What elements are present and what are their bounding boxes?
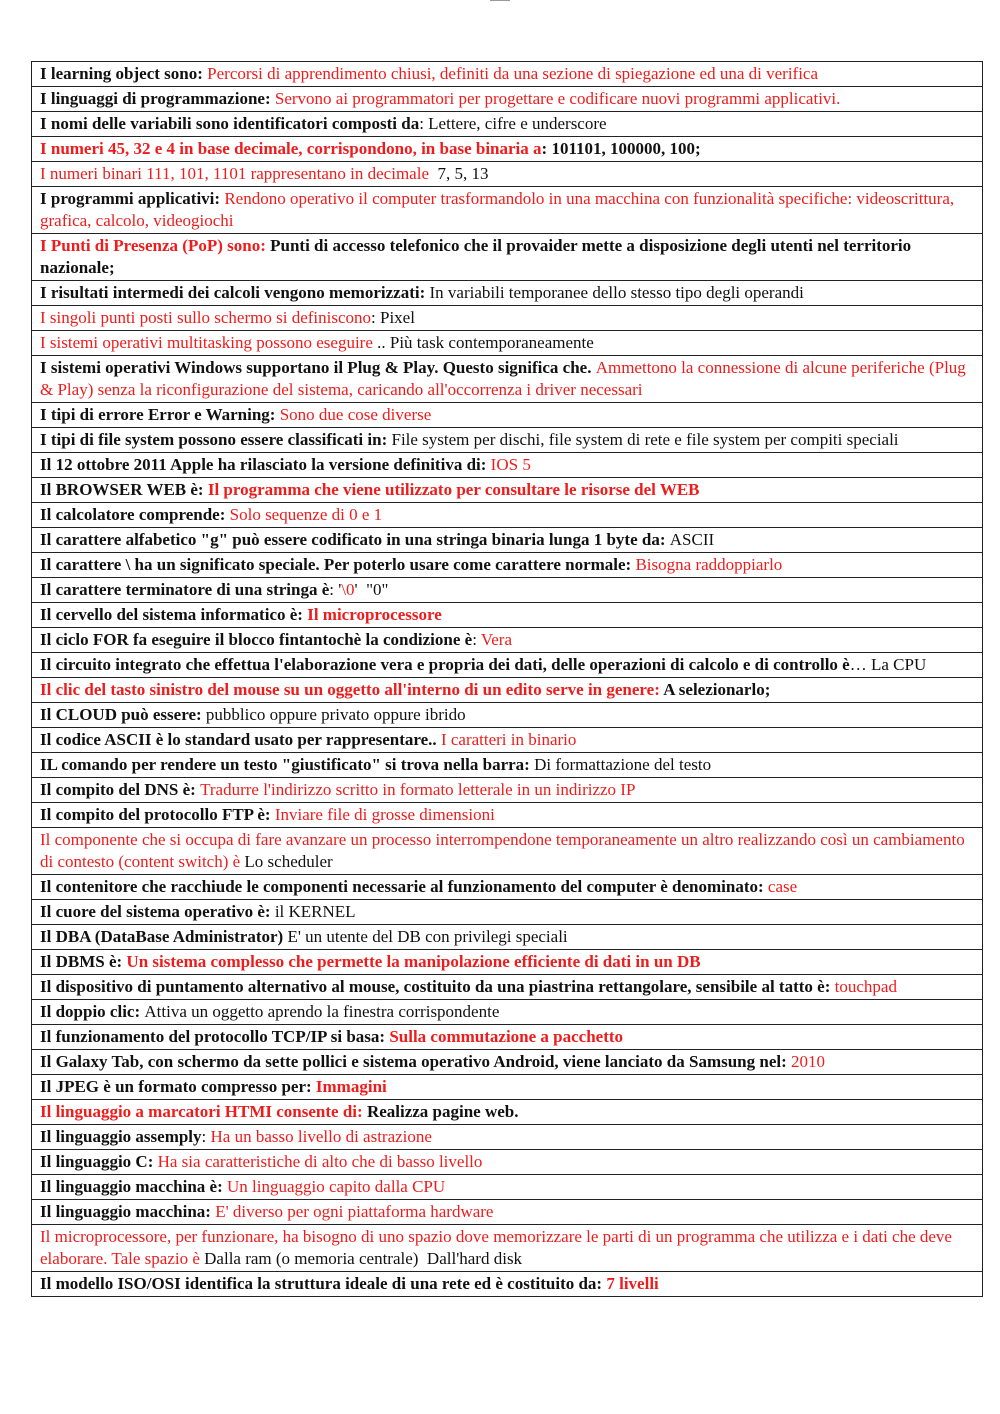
question-text: I linguaggi di programmazione: bbox=[40, 89, 275, 108]
table-row bbox=[32, 528, 983, 553]
answer-text: 7 livelli bbox=[606, 1274, 659, 1293]
question-text: Il compito del DNS è: bbox=[40, 780, 201, 799]
table-row bbox=[32, 803, 983, 828]
table-row bbox=[32, 1272, 983, 1297]
qa-cell bbox=[32, 553, 983, 578]
answer-text: IOS 5 bbox=[490, 455, 531, 474]
table-row bbox=[32, 553, 983, 578]
qa-cell bbox=[32, 162, 983, 187]
qa-cell bbox=[32, 87, 983, 112]
question-text: I singoli punti posti sullo schermo si definiscono bbox=[40, 308, 372, 327]
answer-text: il KERNEL bbox=[274, 902, 356, 921]
qa-cell bbox=[32, 628, 983, 653]
table-row bbox=[32, 403, 983, 428]
question-text: Il carattere \ ha un significato speciale. Per poterlo usare come carattere normale: bbox=[40, 555, 636, 574]
qa-table-body bbox=[32, 62, 983, 1297]
table-row bbox=[32, 1025, 983, 1050]
qa-cell bbox=[32, 112, 983, 137]
question-text: Il BROWSER WEB è: bbox=[40, 480, 208, 499]
qa-cell bbox=[32, 1075, 983, 1100]
table-row bbox=[32, 1100, 983, 1125]
question-text: Il CLOUD può essere: bbox=[40, 705, 206, 724]
question-text: I sistemi operativi Windows supportano il Plug & Play. Questo significa che. bbox=[40, 358, 596, 377]
answer-text: ASCII bbox=[669, 530, 715, 549]
answer-text: Solo sequenze di 0 e 1 bbox=[229, 505, 383, 524]
answer-text: I caratteri in binario bbox=[440, 730, 577, 749]
table-row bbox=[32, 925, 983, 950]
qa-cell bbox=[32, 1175, 983, 1200]
answer-text: Servono ai programmatori per progettare e codificare nuovi programmi applicativi. bbox=[274, 89, 841, 108]
question-text: I learning object sono: bbox=[40, 64, 208, 83]
question-text: Il cervello del sistema informatico è: bbox=[40, 605, 308, 624]
question-text: Il codice ASCII è lo standard usato per rappresentare.. bbox=[40, 730, 441, 749]
answer-text: Inviare file di grosse dimensioni bbox=[274, 805, 495, 824]
question-text: Il 12 ottobre 2011 Apple ha rilasciato la versione definitiva di: bbox=[40, 455, 491, 474]
qa-cell bbox=[32, 1025, 983, 1050]
answer-text: Il programma che viene utilizzato per consultare le risorse del WEB bbox=[207, 480, 700, 499]
qa-cell bbox=[32, 778, 983, 803]
question-text: I numeri binari 111, 101, 1101 rappresentano in decimale bbox=[40, 164, 434, 183]
answer-text: Ha un basso livello di astrazione bbox=[210, 1127, 432, 1146]
answer-text: Di formattazione del testo bbox=[534, 755, 712, 774]
answer-text: Un linguaggio capito dalla CPU bbox=[227, 1177, 446, 1196]
table-row bbox=[32, 778, 983, 803]
qa-cell bbox=[32, 1050, 983, 1075]
question-text: Il calcolatore comprende: bbox=[40, 505, 230, 524]
answer-text: 7, 5, 13 bbox=[433, 164, 489, 183]
qa-cell bbox=[32, 875, 983, 900]
table-row bbox=[32, 578, 983, 603]
table-row bbox=[32, 975, 983, 1000]
qa-cell bbox=[32, 403, 983, 428]
qa-cell bbox=[32, 975, 983, 1000]
page-header-mark bbox=[490, 0, 510, 4]
table-row bbox=[32, 187, 983, 234]
answer-text: Il microprocessore bbox=[307, 605, 442, 624]
qa-cell bbox=[32, 950, 983, 975]
qa-cell bbox=[32, 803, 983, 828]
question-text: Il JPEG è un formato compresso per: bbox=[40, 1077, 316, 1096]
qa-cell bbox=[32, 1225, 983, 1272]
table-row bbox=[32, 503, 983, 528]
qa-cell bbox=[32, 678, 983, 703]
qa-cell bbox=[32, 603, 983, 628]
question-text: Il DBA (DataBase Administrator) bbox=[40, 927, 288, 946]
question-text: Il cuore del sistema operativo è: bbox=[40, 902, 275, 921]
answer-text: : Pixel bbox=[371, 308, 415, 327]
qa-cell bbox=[32, 453, 983, 478]
question-text: I numeri 45, 32 e 4 in base decimale, corrispondono, in base binaria a bbox=[40, 139, 542, 158]
table-row bbox=[32, 1075, 983, 1100]
qa-table bbox=[31, 61, 983, 1297]
question-text: Il microprocessore, per funzionare, ha bisogno di uno spazio dove memorizzare le parti di un programma che utilizza e i dati che deve elaborare. Tale spazio è bbox=[40, 1227, 957, 1268]
answer-text: Attiva un oggetto aprendo la finestra corrispondente bbox=[144, 1002, 500, 1021]
table-row bbox=[32, 900, 983, 925]
qa-cell bbox=[32, 137, 983, 162]
table-row bbox=[32, 356, 983, 403]
question-text: I tipi di file system possono essere classificati in: bbox=[40, 430, 392, 449]
question-text: Il circuito integrato che effettua l'elaborazione vera e propria dei dati, delle operazioni di calcolo e di controllo è bbox=[40, 655, 850, 674]
qa-cell bbox=[32, 753, 983, 778]
answer-text: 2010 bbox=[791, 1052, 826, 1071]
table-row bbox=[32, 62, 983, 87]
answer-text: pubblico oppure privato oppure ibrido bbox=[205, 705, 466, 724]
qa-cell bbox=[32, 578, 983, 603]
table-row bbox=[32, 1000, 983, 1025]
question-text: Il linguaggio macchina: bbox=[40, 1202, 216, 1221]
qa-cell bbox=[32, 234, 983, 281]
answer-text: … La CPU bbox=[849, 655, 927, 674]
question-text: Il doppio clic: bbox=[40, 1002, 145, 1021]
question-text: I risultati intermedi dei calcoli vengono memorizzati: bbox=[40, 283, 430, 302]
answer-text: Realizza pagine web. bbox=[366, 1102, 519, 1121]
qa-cell bbox=[32, 62, 983, 87]
table-row bbox=[32, 428, 983, 453]
answer-text: File system per dischi, file system di rete e file system per compiti speciali bbox=[391, 430, 899, 449]
qa-cell bbox=[32, 1150, 983, 1175]
answer-text: Dalla ram (o memoria centrale) Dall'hard disk bbox=[204, 1249, 523, 1268]
question-text: Il Galaxy Tab, con schermo da sette pollici e sistema operativo Android, viene lanciato da Samsung nel: bbox=[40, 1052, 792, 1071]
qa-cell bbox=[32, 503, 983, 528]
table-row bbox=[32, 875, 983, 900]
answer-text: : Lettere, cifre e underscore bbox=[419, 114, 607, 133]
qa-cell bbox=[32, 331, 983, 356]
table-row bbox=[32, 678, 983, 703]
answer-text: : 101101, 100000, 100; bbox=[541, 139, 701, 158]
table-row bbox=[32, 653, 983, 678]
answer-text: ' "0" bbox=[354, 580, 389, 599]
qa-cell bbox=[32, 356, 983, 403]
qa-cell bbox=[32, 528, 983, 553]
question-text: Il DBMS è: bbox=[40, 952, 127, 971]
question-text: Il modello ISO/OSI identifica la struttura ideale di una rete ed è costituito da: bbox=[40, 1274, 607, 1293]
table-row bbox=[32, 728, 983, 753]
table-row bbox=[32, 703, 983, 728]
answer-text: Punti di accesso telefonico che il provaider mette a disposizione degli utenti nel territorio nazionale; bbox=[40, 236, 916, 277]
answer-text: : ' bbox=[329, 580, 342, 599]
question-text: IL comando per rendere un testo "giustificato" si trova nella barra: bbox=[40, 755, 535, 774]
table-row bbox=[32, 1125, 983, 1150]
table-row bbox=[32, 137, 983, 162]
qa-cell bbox=[32, 1200, 983, 1225]
question-text: Il carattere terminatore di una stringa è bbox=[40, 580, 330, 599]
question-text: I sistemi operativi multitasking possono eseguire bbox=[40, 333, 378, 352]
table-row bbox=[32, 950, 983, 975]
qa-cell bbox=[32, 703, 983, 728]
question-text: Il linguaggio C: bbox=[40, 1152, 158, 1171]
question-text: I nomi delle variabili sono identificatori composti da bbox=[40, 114, 420, 133]
answer-text: Immagini bbox=[315, 1077, 387, 1096]
answer-text: Lo scheduler bbox=[244, 852, 333, 871]
table-row bbox=[32, 1050, 983, 1075]
table-row bbox=[32, 1225, 983, 1272]
answer-text: : bbox=[472, 630, 481, 649]
answer-text: Ha sia caratteristiche di alto che di basso livello bbox=[157, 1152, 483, 1171]
qa-cell bbox=[32, 281, 983, 306]
table-row bbox=[32, 234, 983, 281]
answer-text: Sono due cose diverse bbox=[279, 405, 432, 424]
answer-text: case bbox=[767, 877, 798, 896]
answer-text: Percorsi di apprendimento chiusi, definiti da una sezione di spiegazione ed una di verifica bbox=[207, 64, 819, 83]
question-text: Il carattere alfabetico "g" può essere codificato in una stringa binaria lunga 1 byte da: bbox=[40, 530, 670, 549]
question-text: Il linguaggio assemply bbox=[40, 1127, 202, 1146]
question-text: Il clic del tasto sinistro del mouse su un oggetto all'interno di un edito serve in genere: bbox=[40, 680, 664, 699]
answer-text: Ammettono la connessione di alcune periferiche (Plug & Play) senza la riconfigurazione del sistema, caricando all'occorrenza i driver necessari bbox=[40, 358, 971, 399]
qa-cell bbox=[32, 828, 983, 875]
answer-text: E' diverso per ogni piattaforma hardware bbox=[215, 1202, 494, 1221]
qa-cell bbox=[32, 187, 983, 234]
answer-text: .. Più task contemporaneamente bbox=[377, 333, 594, 352]
question-text: Il compito del protocollo FTP è: bbox=[40, 805, 275, 824]
table-row bbox=[32, 1150, 983, 1175]
table-row bbox=[32, 478, 983, 503]
question-text: Il linguaggio macchina è: bbox=[40, 1177, 228, 1196]
table-row bbox=[32, 753, 983, 778]
answer-text: Vera bbox=[480, 630, 513, 649]
question-text: Il componente che si occupa di fare avanzare un processo interrompendone temporaneamente un altro realizzando così un cambiamento di contesto (content switch) è bbox=[40, 830, 969, 871]
answer-text: Sulla commutazione a pacchetto bbox=[389, 1027, 624, 1046]
table-row bbox=[32, 87, 983, 112]
answer-text: touchpad bbox=[834, 977, 897, 996]
table-row bbox=[32, 1175, 983, 1200]
question-text: Il ciclo FOR fa eseguire il blocco fintantochè la condizione è bbox=[40, 630, 473, 649]
question-text: Il funzionamento del protocollo TCP/IP si basa: bbox=[40, 1027, 390, 1046]
table-row bbox=[32, 306, 983, 331]
qa-cell bbox=[32, 728, 983, 753]
table-row bbox=[32, 331, 983, 356]
qa-cell bbox=[32, 1000, 983, 1025]
qa-cell bbox=[32, 478, 983, 503]
question-text: I Punti di Presenza (PoP) sono: bbox=[40, 236, 271, 255]
table-row bbox=[32, 828, 983, 875]
answer-text: A selezionarlo; bbox=[663, 680, 771, 699]
table-row bbox=[32, 162, 983, 187]
answer-text: Rendono operativo il computer trasformandolo in una macchina con funzionalità specifiche: videoscrittura, grafica, calcolo, videogiochi bbox=[40, 189, 959, 230]
table-row bbox=[32, 1200, 983, 1225]
table-row bbox=[32, 453, 983, 478]
answer-text: In variabili temporanee dello stesso tipo degli operandi bbox=[429, 283, 804, 302]
qa-cell bbox=[32, 1100, 983, 1125]
qa-cell bbox=[32, 900, 983, 925]
question-text: Il contenitore che racchiude le componenti necessarie al funzionamento del computer è denominato: bbox=[40, 877, 768, 896]
qa-cell bbox=[32, 1272, 983, 1297]
table-row bbox=[32, 628, 983, 653]
qa-cell bbox=[32, 1125, 983, 1150]
qa-cell bbox=[32, 925, 983, 950]
table-row bbox=[32, 281, 983, 306]
question-text: I programmi applicativi: bbox=[40, 189, 225, 208]
answer-text: \0 bbox=[341, 580, 355, 599]
answer-text: Bisogna raddoppiarlo bbox=[635, 555, 783, 574]
qa-cell bbox=[32, 428, 983, 453]
question-text: I tipi di errore Error e Warning: bbox=[40, 405, 280, 424]
answer-text: : bbox=[201, 1127, 211, 1146]
qa-cell bbox=[32, 306, 983, 331]
answer-text: Un sistema complesso che permette la manipolazione efficiente di dati in un DB bbox=[126, 952, 701, 971]
question-text: Il linguaggio a marcatori HTMI consente di: bbox=[40, 1102, 367, 1121]
table-row bbox=[32, 112, 983, 137]
answer-text: Tradurre l'indirizzo scritto in formato letterale in un indirizzo IP bbox=[200, 780, 636, 799]
qa-cell bbox=[32, 653, 983, 678]
table-row bbox=[32, 603, 983, 628]
answer-text: E' un utente del DB con privilegi speciali bbox=[287, 927, 568, 946]
question-text: Il dispositivo di puntamento alternativo al mouse, costituito da una piastrina rettangolare, sensibile al tatto è: bbox=[40, 977, 835, 996]
